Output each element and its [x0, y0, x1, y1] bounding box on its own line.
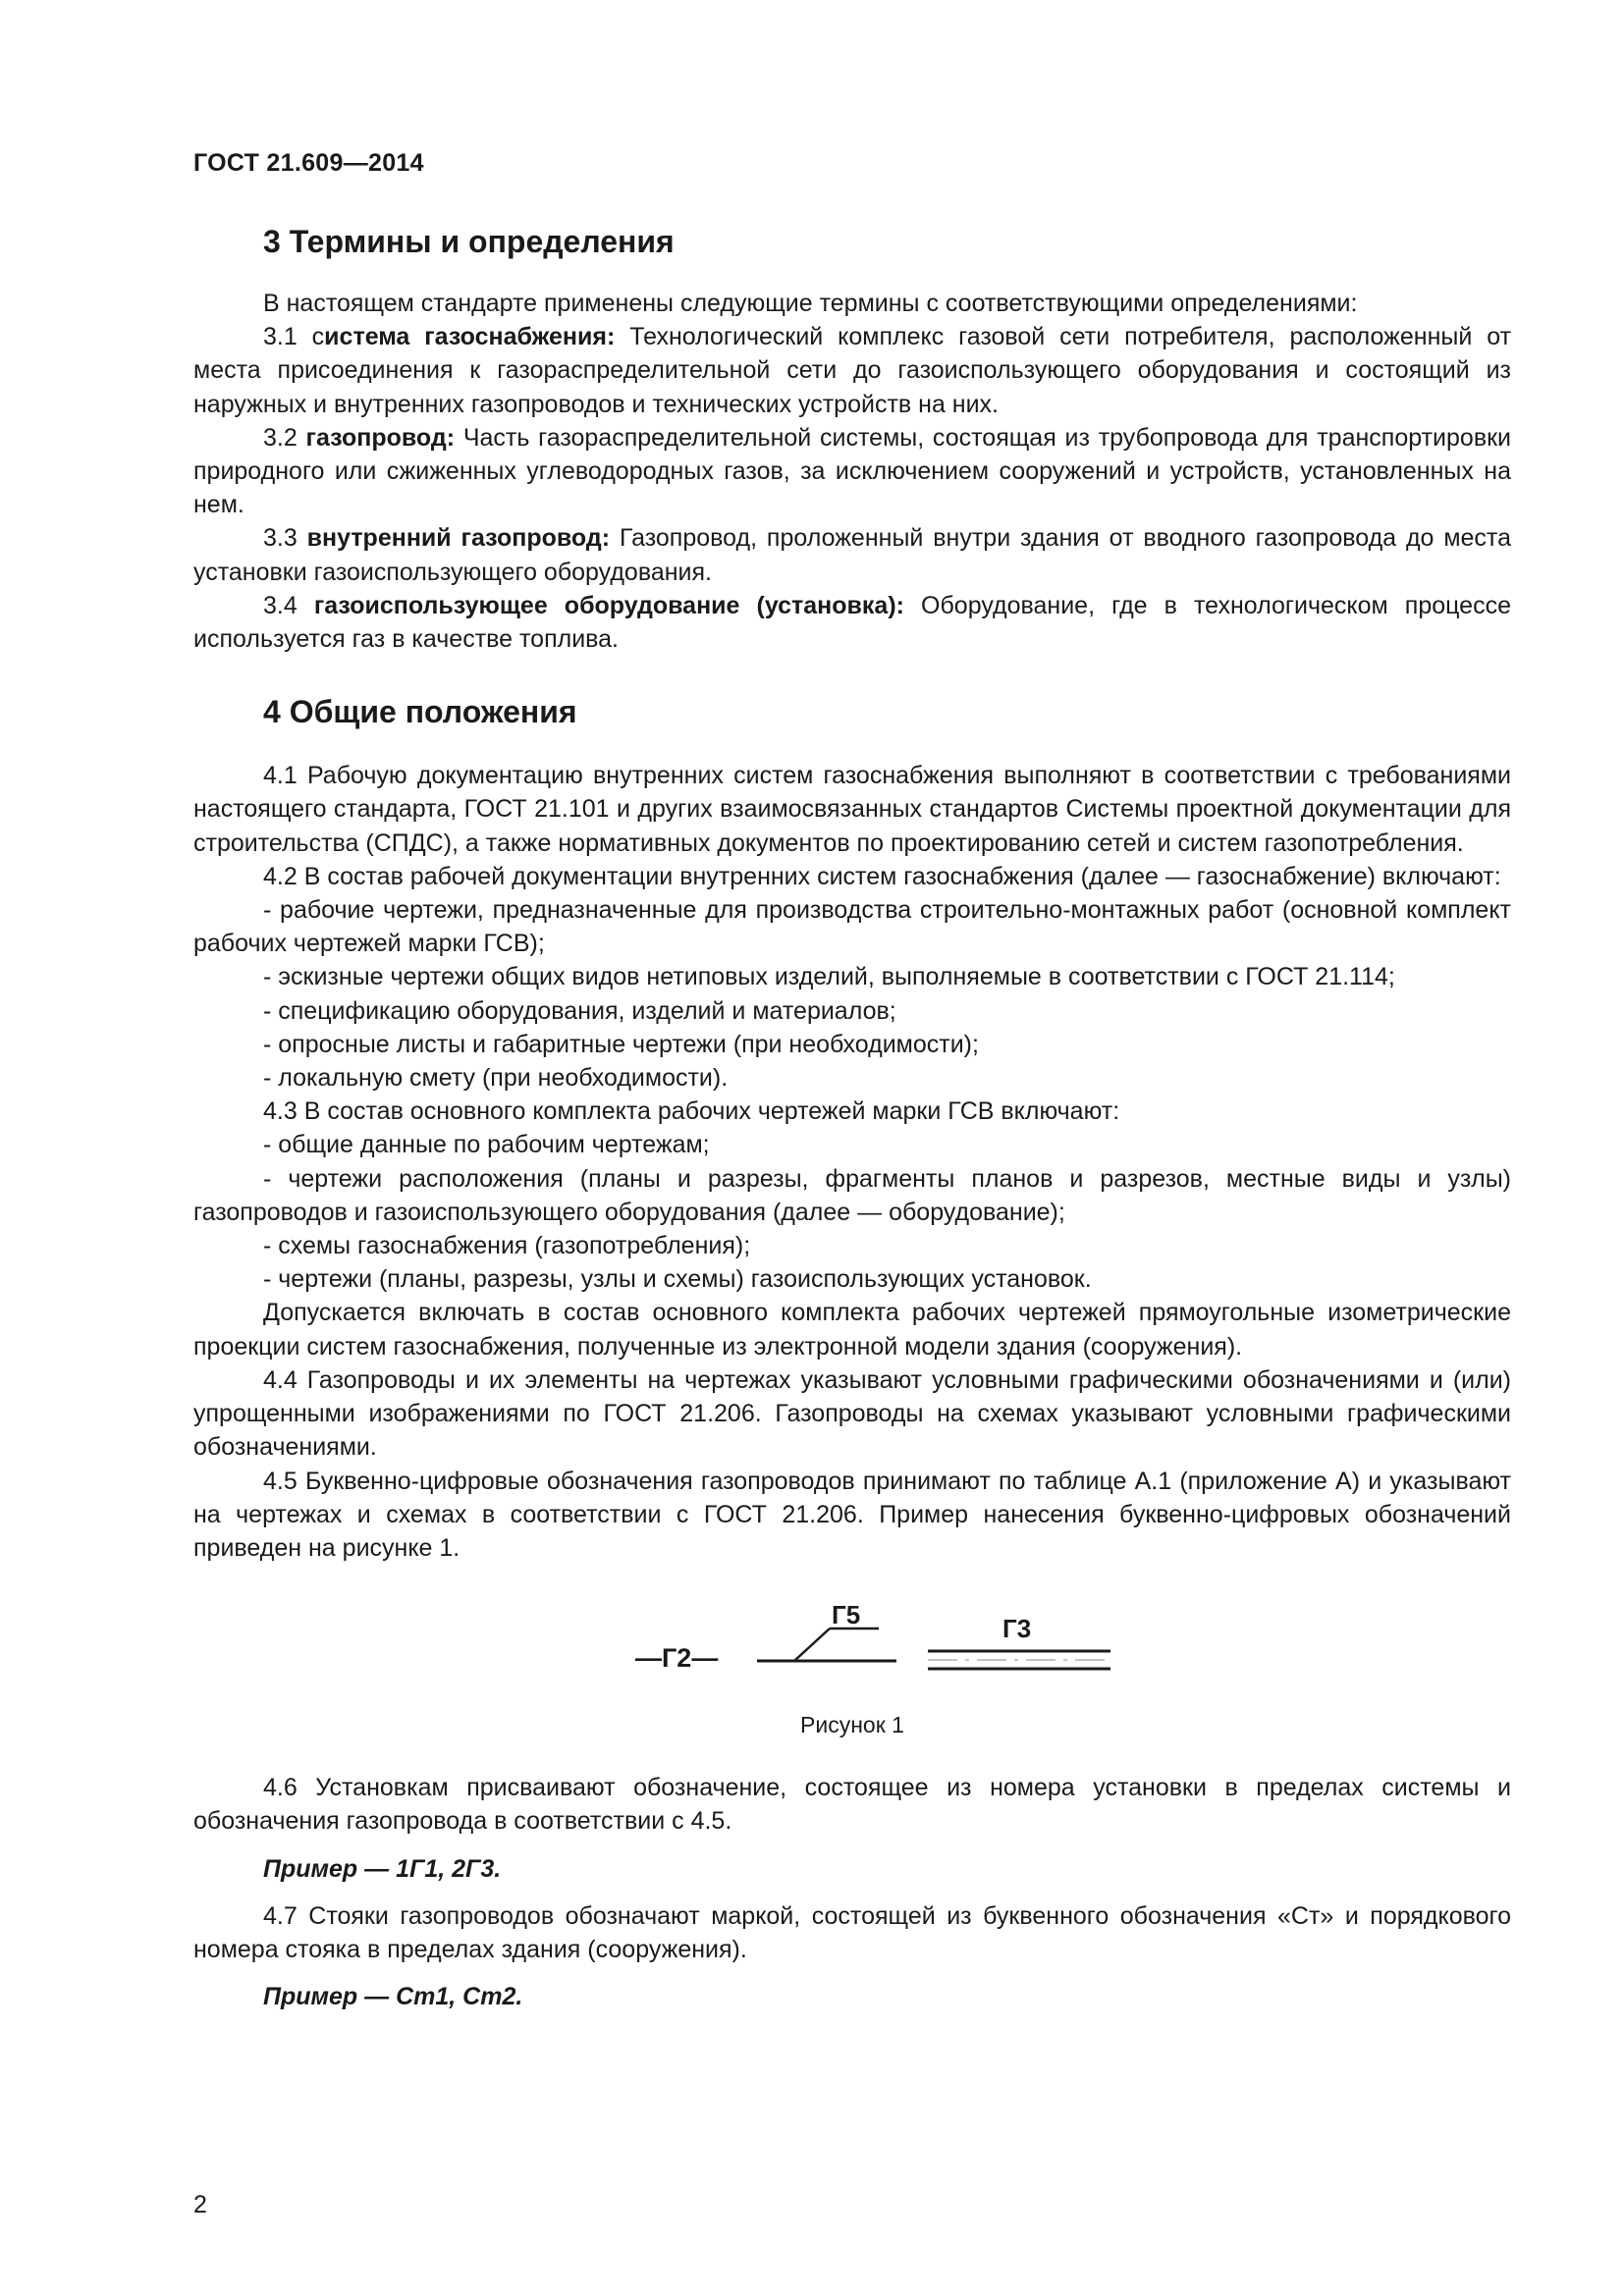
figure-caption: Рисунок 1: [800, 1712, 904, 1738]
figure-label-g3: Г3: [1002, 1614, 1032, 1644]
list-item: - эскизные чертежи общих видов нетиповых изделий, выполняемые в соответствии с ГОСТ 21.114;: [263, 963, 1395, 991]
list-item: - опросные листы и габаритные чертежи (при необходимости);: [263, 1030, 979, 1058]
term-3-4-name: газоиспользующее оборудование (установка):: [313, 591, 904, 619]
pipe-designation-drawing: [193, 1594, 1511, 1702]
section-4-title: 4 Общие положения: [263, 694, 577, 730]
example-4-6: Пример — 1Г1, 2Г3.: [263, 1854, 502, 1883]
list-item: - схемы газоснабжения (газопотребления);: [263, 1232, 751, 1260]
paragraph-4-4: 4.4 Газопроводы и их элементы на чертежах указывают условными графическими обозначениями и (или) упрощенными изображениями по ГОСТ 21.206. Газопроводы на схемах указывают условными графическими обозначениями.: [193, 1365, 1511, 1462]
paragraph-4-2: 4.2 В состав рабочей документации внутренних систем газоснабжения (далее — газоснабжение) включают:: [263, 862, 1501, 890]
paragraph-4-3-note: Допускается включать в состав основного комплекта рабочих чертежей прямоугольные изометрические проекции систем газоснабжения, полученные из электронной модели здания (сооружения).: [193, 1299, 1511, 1361]
term-3-3: 3.3 внутренний газопровод: Газопровод, проложенный внутри здания от вводного газопровода до места установки газоиспользующего оборудования.: [193, 524, 1511, 586]
term-3-1: 3.1 система газоснабжения: Технологический комплекс газовой сети потребителя, расположенный от места присоединения к газораспределительной сети до газоиспользующего оборудования и состоящий из наружных и внутренних газопроводов и технических устройств на них.: [193, 323, 1512, 418]
section-3-intro: В настоящем стандарте применены следующие термины с соответствующими определениями:: [263, 290, 1358, 317]
page-content: [193, 218, 1511, 2027]
term-3-4: 3.4 газоиспользующее оборудование (установка): Оборудование, где в технологическом процессе используется газ в качестве топлива.: [193, 591, 1511, 654]
list-item: - общие данные по рабочим чертежам;: [263, 1131, 710, 1159]
example-4-7: Пример — Ст1, Ст2.: [263, 1983, 523, 2011]
figure-label-g5: Г5: [832, 1600, 861, 1630]
document-header: ГОСТ 21.609—2014: [193, 149, 424, 177]
section-3-title: 3 Термины и определения: [263, 224, 675, 259]
figure-1: [193, 1594, 1511, 1741]
list-item: - чертежи расположения (планы и разрезы, фрагменты планов и разрезов, местные виды и узлы) газопроводов и газоиспользующего оборудования (далее — оборудование);: [193, 1164, 1511, 1226]
paragraph-4-3: 4.3 В состав основного комплекта рабочих чертежей марки ГСВ включают:: [263, 1097, 1120, 1126]
paragraph-4-1: 4.1 Рабочую документацию внутренних систем газоснабжения выполняют в соответствии с требованиями настоящего стандарта, ГОСТ 21.101 и других взаимосвязанных стандартов Системы проектной документации для строительства (СПДС), а также нормативных документов по проектированию сетей и систем газопотребления.: [193, 762, 1511, 857]
term-3-3-name: внутренний газопровод:: [306, 524, 611, 553]
term-3-2-name: газопровод:: [305, 423, 456, 452]
list-item: - чертежи (планы, разрезы, узлы и схемы) газоиспользующих установок.: [263, 1265, 1092, 1294]
paragraph-4-6: 4.6 Установкам присваивают обозначение, состоящее из номера установки в пределах системы и обозначения газопровода в соответствии с 4.5.: [193, 1774, 1511, 1836]
figure-label-g2: —Г2—: [635, 1643, 719, 1674]
page-number: 2: [193, 2191, 207, 2218]
list-item: - спецификацию оборудования, изделий и материалов;: [263, 996, 896, 1025]
term-3-2: 3.2 газопровод: Часть газораспределительной системы, состоящая из трубопровода для транспортировки природного или сжиженных углеводородных газов, за исключением сооружений и устройств, установленных на нем.: [193, 423, 1511, 519]
paragraph-4-5: 4.5 Буквенно-цифровые обозначения газопроводов принимают по таблице А.1 (приложение А) и указывают на чертежах и схемах в соответствии с ГОСТ 21.206. Пример нанесения буквенно-цифровых обозначений приведен на рисунке 1.: [193, 1467, 1511, 1562]
paragraph-4-7: 4.7 Стояки газопроводов обозначают маркой, состоящей из буквенного обозначения «Ст» и порядкового номера стояка в пределах здания (сооружения).: [193, 1901, 1511, 1963]
term-3-1-name: истема газоснабжения:: [324, 323, 616, 351]
list-item: - локальную смету (при необходимости).: [263, 1064, 729, 1093]
leader-line-g5: [794, 1629, 830, 1661]
list-item: - рабочие чертежи, предназначенные для производства строительно-монтажных работ (основной комплект рабочих чертежей марки ГСВ);: [193, 896, 1511, 958]
